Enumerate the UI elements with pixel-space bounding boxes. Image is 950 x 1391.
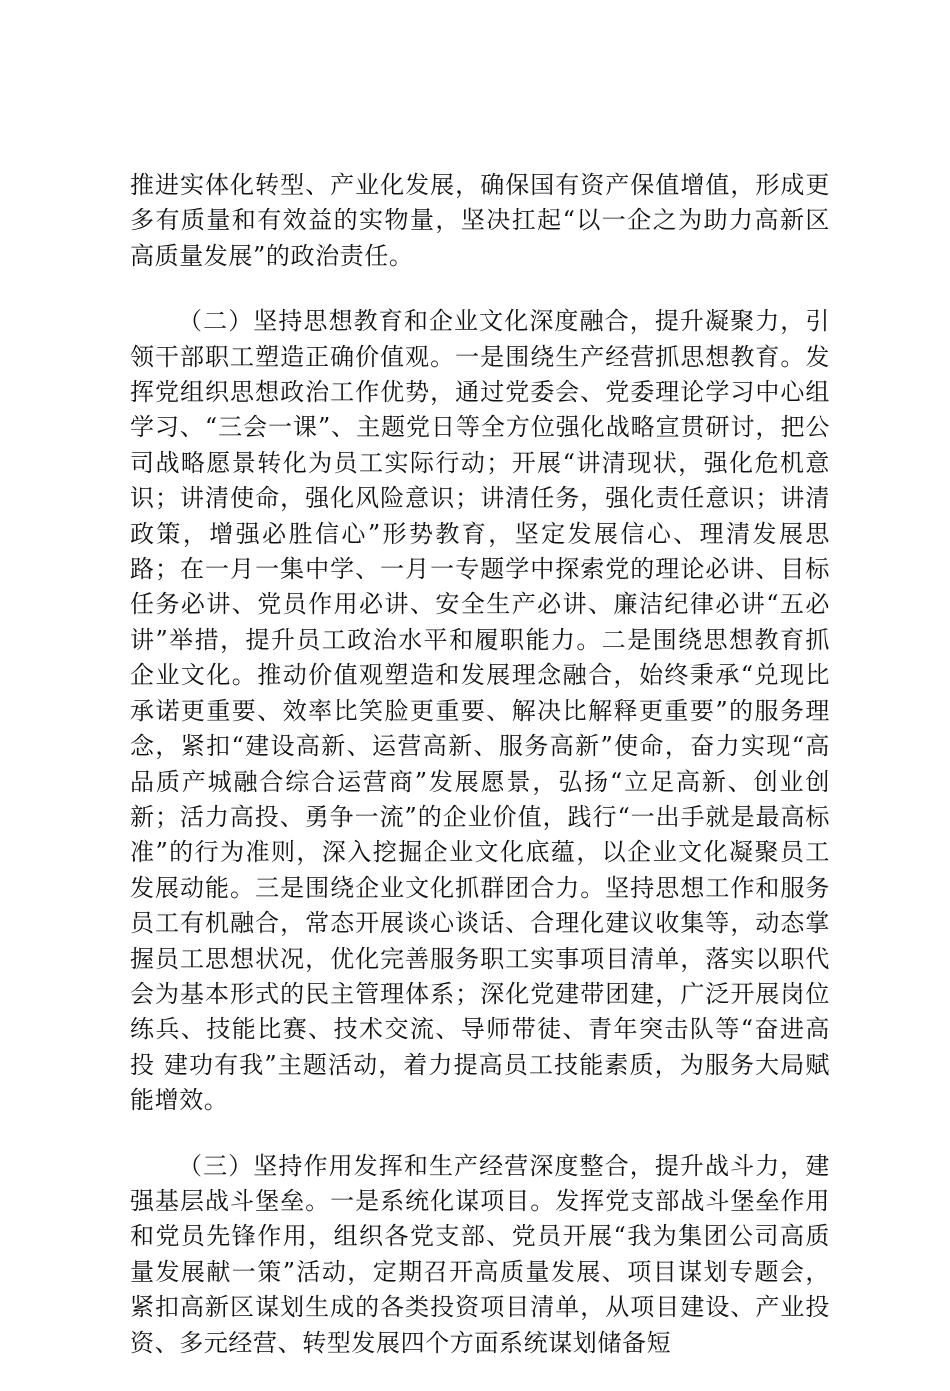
paragraph-section-3: （三）坚持作用发挥和生产经营深度整合，提升战斗力，建强基层战斗堡垒。一是系统化谋项目。发挥党支部战斗堡垒作用和党员先锋作用，组织各党支部、党员开展“我为集团公司高质量发展献一策”活动，定期召开高质量发展、项目谋划专题会，紧扣高新区谋划生成的各类投资项目清单，从项目建设、产业投资、多元经营、转型发展四个方面系统谋划储备短 xyxy=(130,1151,830,1357)
paragraph-continuation: 推进实体化转型、产业化发展，确保国有资产保值增值，形成更多有质量和有效益的实物量，坚决扛起“以一企之为助力高新区高质量发展”的政治责任。 xyxy=(130,171,830,270)
document-page xyxy=(130,168,830,1391)
paragraph-section-2: （二）坚持思想教育和企业文化深度融合，提升凝聚力，引领干部职工塑造正确价值观。一是围绕生产经营抓思想教育。发挥党组织思想政治工作优势，通过党委会、党委理论学习中心组学习、“三会一课”、主题党日等全方位强化战略宣贯研讨，把公司战略愿景转化为员工实际行动；开展“讲清现状，强化危机意识；讲清使命，强化风险意识；讲清任务，强化责任意识；讲清政策，增强必胜信心”形势教育，坚定发展信心、理清发展思路；在一月一集中学、一月一专题学中探索党的理论必讲、目标任务必讲、党员作用必讲、安全生产必讲、廉洁纪律必讲“五必讲”举措，提升员工政治水平和履职能力。二是围绕思想教育抓企业文化。推动价值观塑造和发展理念融合，始终秉承“兑现比承诺更重要、效率比笑脸更重要、解决比解释更重要”的服务理念，紧扣“建设高新、运营高新、服务高新”使命，奋力实现“高品质产城融合综合运营商”发展愿景，弘扬“立足高新、创业创新；活力高投、勇争一流”的企业价值，践行“一出手就是最高标准”的行为准则，深入挖掘企业文化底蕴，以企业文化凝聚员工发展动能。三是围绕企业文化抓群团合力。坚持思想工作和服务员工有机融合，常态开展谈心谈话、合理化建议收集等，动态掌握员工思想状况，优化完善服务职工实事项目清单，落实以职代会为基本形式的民主管理体系；深化党建带团建，广泛开展岗位练兵、技能比赛、技术交流、导师带徒、青年突击队等“奋进高投 建功有我”主题活动，着力提高员工技能素质，为服务大局赋能增效。 xyxy=(130,307,830,1115)
